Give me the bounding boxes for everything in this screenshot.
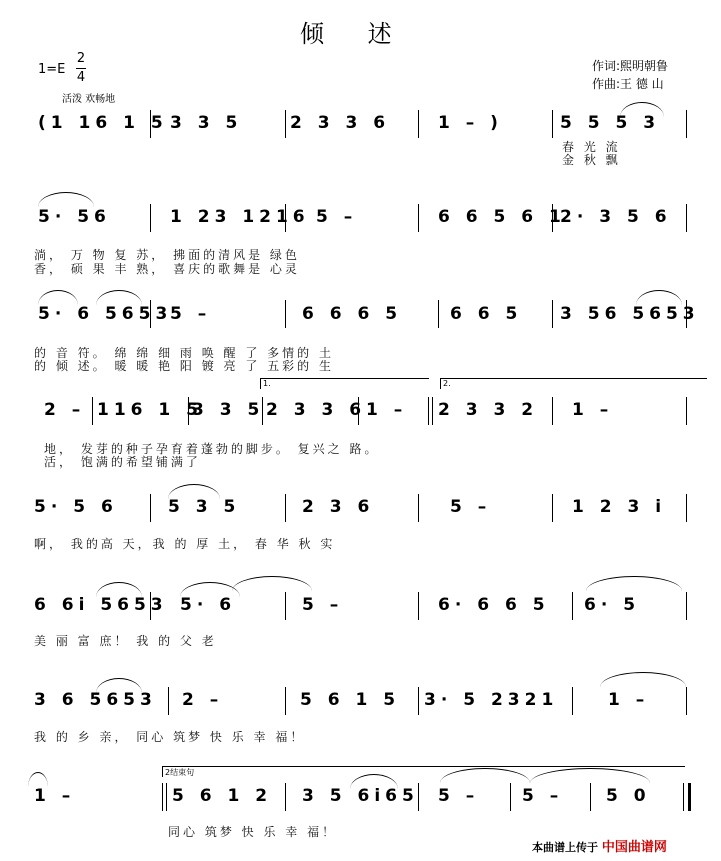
time-sig-bottom: 4 — [76, 70, 86, 85]
song-title: 倾 述 — [300, 20, 410, 48]
measure: 6 6i 5653 — [34, 595, 168, 615]
measure: (1 16 1 5 — [38, 113, 168, 133]
measure: 5 – — [170, 304, 212, 324]
measure: 5 – — [316, 207, 358, 227]
measure: 5 0 — [606, 786, 651, 806]
lyric-line-1: 我 的 乡 亲， 同心 筑梦 快 乐 幸 福！ — [34, 730, 306, 744]
coda-bracket: 2结束句 — [162, 766, 685, 777]
time-signature — [76, 50, 86, 87]
measure: 1 – — [572, 400, 614, 420]
footer-text: 本曲谱上传于 — [532, 841, 598, 854]
measure: 1 – ) — [438, 113, 503, 133]
measure: 2 3 3 2 — [438, 400, 539, 420]
measure: 5 6 1 5 — [300, 690, 401, 710]
measure: 5 – — [450, 497, 492, 517]
lyric-line-1: 的 音 符。 绵 绵 细 雨 唤 醒 了 多情的 土 — [34, 346, 334, 360]
measure: 2 3 3 6 — [266, 400, 367, 420]
measure: 5· 6 — [180, 595, 237, 615]
measure: 6 6 6 5 — [302, 304, 403, 324]
measure: 5 – — [522, 786, 564, 806]
measure: 2 – — [44, 400, 86, 420]
time-sig-top: 2 — [76, 51, 86, 66]
key-signature: 1=E — [38, 62, 66, 77]
site-logo[interactable]: 中国曲谱网 — [601, 840, 667, 855]
lyricist-credit: 作词:熙明朝鲁 — [592, 59, 669, 73]
measure: 3 3 5 — [170, 113, 243, 133]
measure: 2 3 6 — [302, 497, 375, 517]
second-ending-bracket: 2. — [440, 378, 707, 389]
measure: 3 3 5 — [192, 400, 265, 420]
measure: 6 6 5 — [450, 304, 523, 324]
measure: 5· 6 5653 — [38, 304, 173, 324]
measure: 6· 6 6 5 — [438, 595, 550, 615]
measure: 3 5 6i65 — [302, 786, 419, 806]
footer-upload-note — [532, 836, 667, 855]
lyric-line-2: 香， 硕 果 丰 熟， 喜庆的歌舞是 心灵 — [34, 262, 300, 276]
composer-credit: 作曲:王 德 山 — [592, 77, 664, 91]
measure: 6· 5 — [584, 595, 641, 615]
measure: 116 1 5 — [97, 400, 203, 420]
lyric-line-1: 地， 发芽的种子孕育着蓬勃的脚步。 复兴之 路。 — [44, 442, 380, 456]
measure: 2· 3 5 6 — [560, 207, 672, 227]
measure: 1 – — [34, 786, 76, 806]
measure: 5 5 5 3 — [560, 113, 661, 133]
lyric-line-2: 活， 饱满的希望铺满了 — [44, 455, 201, 469]
measure: 3· 5 2321 — [424, 690, 559, 710]
measure: 3 56 5653 — [560, 304, 700, 324]
measure: 3 6 5653 — [34, 690, 157, 710]
measure: 5 – — [438, 786, 480, 806]
measure: 5· 5 6 — [34, 497, 118, 517]
measure: 1 – — [608, 690, 650, 710]
lyric-line-2: 的 倾 述。 暖 暖 艳 阳 镀 亮 了 五彩的 生 — [34, 359, 334, 373]
measure: 1 23 1216 — [170, 207, 310, 227]
lyric-line-1: 美 丽 富 庶！ 我 的 父 老 — [34, 634, 217, 648]
lyric-line-1: 同心 筑梦 快 乐 幸 福！ — [168, 825, 338, 839]
lyric-line-2: 金 秋 飘 — [562, 153, 621, 167]
measure: 6 6 5 6 1 — [438, 207, 566, 227]
measure: 1 2 3 i — [572, 497, 667, 517]
lyric-line-1: 啊， 我的高 天，我 的 厚 土， 春 华 秋 实 — [34, 537, 336, 551]
tempo-marking: 活泼 欢畅地 — [62, 94, 116, 105]
first-ending-bracket: 1. — [260, 378, 429, 389]
measure: 5 3 5 — [168, 497, 241, 517]
measure: 5 – — [302, 595, 344, 615]
measure: 2 – — [182, 690, 224, 710]
measure: 5· 56 — [38, 207, 111, 227]
measure: 5 6 1 2 — [172, 786, 273, 806]
measure: 1 – — [366, 400, 408, 420]
measure: 2 3 3 6 — [290, 113, 391, 133]
lyric-line-1: 淌， 万 物 复 苏， 拂面的清风是 绿色 — [34, 248, 300, 262]
lyric-line-1: 春 光 流 — [562, 140, 621, 154]
